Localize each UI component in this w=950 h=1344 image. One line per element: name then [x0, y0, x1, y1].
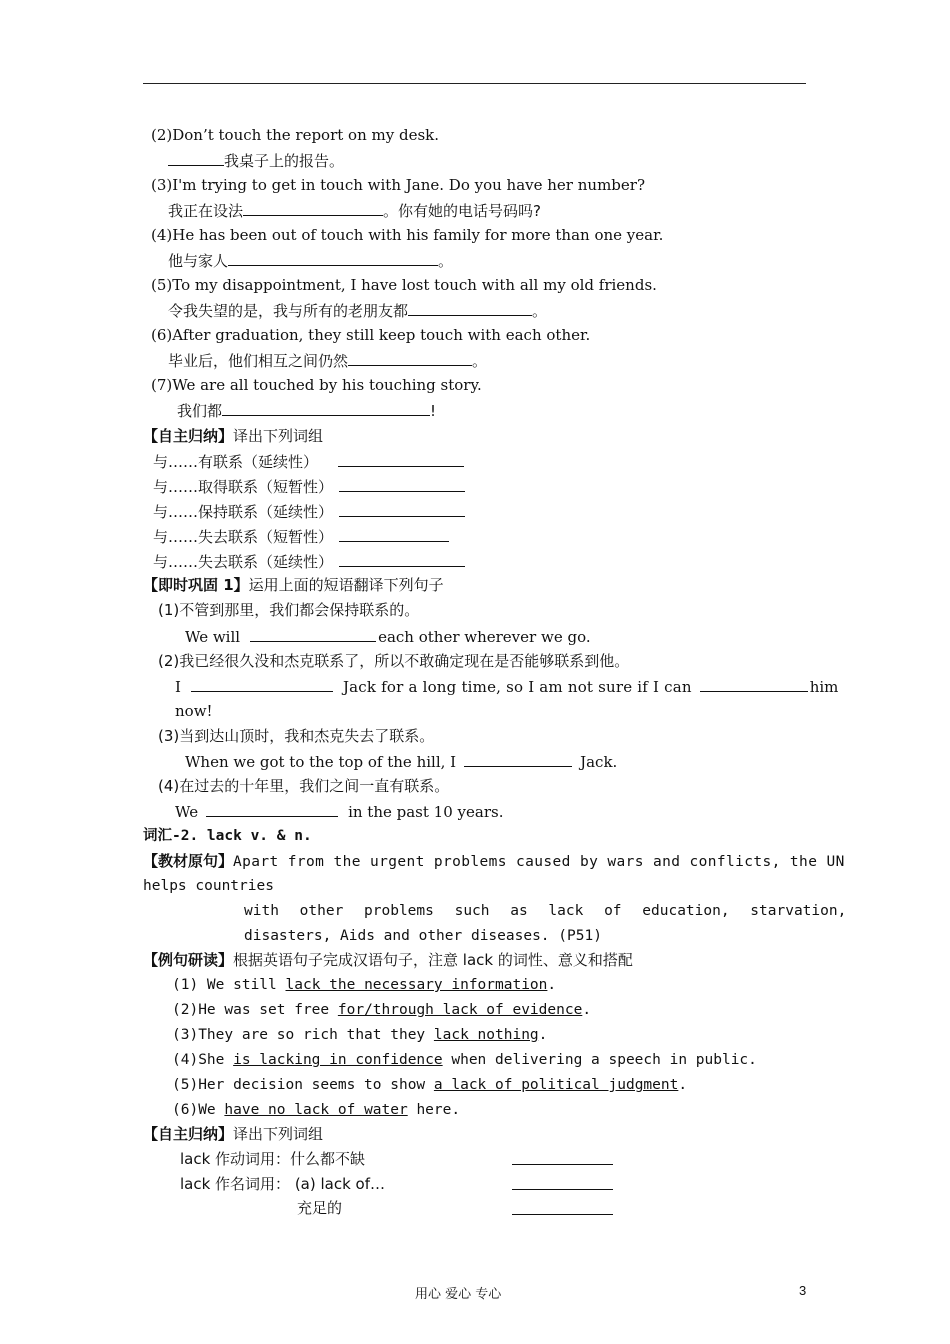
summary2-item: lack 作名词用： (a) lack of… — [180, 1175, 386, 1193]
answer-blank[interactable] — [512, 1149, 613, 1165]
q3-english: (3)I'm trying to get in touch with Jane. Do you have her number? — [151, 176, 645, 194]
answer-blank[interactable] — [222, 400, 430, 416]
consolidate-s1-english: We will each other wherever we go. — [185, 628, 591, 646]
example-instruction: 根据英语句子完成汉语句子，注意 lack 的词性、意义和搭配 — [233, 951, 633, 969]
example-sentence: (1) We still lack the necessary information. — [172, 977, 557, 993]
textbook-heading: 【教材原句】 — [143, 852, 234, 870]
answer-blank[interactable] — [339, 551, 465, 567]
summary2-heading-line — [143, 1124, 323, 1144]
q2-english: (2)Don’t touch the report on my desk. — [151, 126, 440, 144]
answer-blank[interactable] — [408, 300, 532, 316]
textbook-sentence-cont: helps countries — [143, 878, 274, 894]
consolidate-s3-chinese: (3)当到达山顶时，我和杰克失去了联系。 — [158, 727, 435, 745]
consolidate-heading-line — [143, 575, 444, 595]
q7-english: (7)We are all touched by his touching story. — [151, 376, 482, 394]
consolidate-s2-chinese: (2)我已经很久没和杰克联系了，所以不敢确定现在是否能够联系到他。 — [158, 652, 630, 670]
summary1-item: 与……有联系（延续性） — [153, 451, 464, 472]
page-number: 3 — [799, 1283, 807, 1298]
answer-blank[interactable] — [191, 676, 333, 692]
consolidate-heading: 【即时巩固 1】 — [143, 576, 249, 594]
textbook-sentence-cont: with other problems such as lack of education, starvation, — [244, 903, 847, 919]
example-heading-line — [143, 950, 633, 970]
q4-english: (4)He has been out of touch with his family for more than one year. — [151, 226, 664, 244]
summary1-item: 与……失去联系（延续性） — [153, 551, 465, 572]
textbook-sentence-cont: disasters, Aids and other diseases. (P51) — [244, 928, 602, 944]
example-sentence: (4)She is lacking in confidence when delivering a speech in public. — [172, 1052, 757, 1068]
q2-chinese: 我桌子上的报告。 — [168, 150, 344, 171]
example-sentence: (5)Her decision seems to show a lack of political judgment. — [172, 1077, 688, 1093]
answer-blank[interactable] — [339, 526, 449, 542]
vocab2-title: 词汇-2. lack v. & n. — [143, 828, 312, 844]
answer-blank[interactable] — [339, 476, 465, 492]
q6-chinese: 毕业后，他们相互之间仍然 。 — [168, 352, 488, 370]
answer-blank[interactable] — [464, 751, 572, 767]
q7-chinese: 我们都 ! — [177, 402, 437, 420]
summary1-item: 与……失去联系（短暂性） — [153, 526, 449, 547]
q5-chinese: 令我失望的是，我与所有的老朋友都 。 — [168, 302, 548, 320]
summary1-heading: 【自主归纳】 — [143, 427, 234, 445]
example-sentence: (6)We have no lack of water here. — [172, 1102, 461, 1118]
summary2-item: lack 作动词用：什么都不缺 — [180, 1150, 366, 1168]
consolidate-s4-chinese: (4)在过去的十年里，我们之间一直有联系。 — [158, 777, 450, 795]
q3-chinese: 我正在设法 。你有她的电话号码吗? — [168, 202, 541, 220]
summary1-heading-line — [143, 426, 323, 446]
answer-blank[interactable] — [206, 801, 338, 817]
answer-blank[interactable] — [512, 1174, 613, 1190]
consolidate-s2-english: I Jack for a long time, so I am not sure if I can him — [175, 678, 839, 696]
summary2-heading: 【自主归纳】 — [143, 1125, 234, 1143]
answer-blank[interactable] — [250, 626, 376, 642]
page-footer: 用心 爱心 专心 — [415, 1287, 502, 1302]
consolidate-s4-english: We in the past 10 years. — [175, 803, 504, 821]
consolidate-s1-chinese: (1)不管到那里，我们都会保持联系的。 — [158, 601, 420, 619]
consolidate-instruction: 运用上面的短语翻译下列句子 — [248, 576, 444, 594]
q6-english: (6)After graduation, they still keep touch with each other. — [151, 326, 591, 344]
example-sentence: (2)He was set free for/through lack of evidence. — [172, 1002, 592, 1018]
consolidate-s3-english: When we got to the top of the hill, I Jack. — [185, 753, 618, 771]
answer-blank[interactable] — [348, 350, 472, 366]
q5-english: (5)To my disappointment, I have lost touch with all my old friends. — [151, 276, 657, 294]
answer-blank[interactable] — [338, 451, 464, 467]
summary1-instruction: 译出下列词组 — [233, 427, 324, 445]
summary2-instruction: 译出下列词组 — [233, 1125, 324, 1143]
answer-blank[interactable] — [339, 501, 465, 517]
summary1-item: 与……保持联系（延续性） — [153, 501, 465, 522]
header-rule — [143, 83, 806, 84]
consolidate-s2-english-cont: now! — [175, 702, 213, 720]
summary1-item: 与……取得联系（短暂性） — [153, 476, 465, 497]
summary2-item: 充足的 — [297, 1199, 343, 1217]
example-sentence: (3)They are so rich that they lack nothing. — [172, 1027, 548, 1043]
answer-blank[interactable] — [228, 250, 438, 266]
answer-blank[interactable] — [700, 676, 808, 692]
textbook-sentence: 【教材原句】Apart from the urgent problems caused by wars and conflicts, the UN — [143, 852, 845, 870]
answer-blank[interactable] — [512, 1199, 613, 1215]
example-heading: 【例句研读】 — [143, 951, 234, 969]
answer-blank[interactable] — [168, 150, 224, 166]
q4-chinese: 他与家人 。 — [168, 252, 454, 270]
answer-blank[interactable] — [243, 200, 383, 216]
